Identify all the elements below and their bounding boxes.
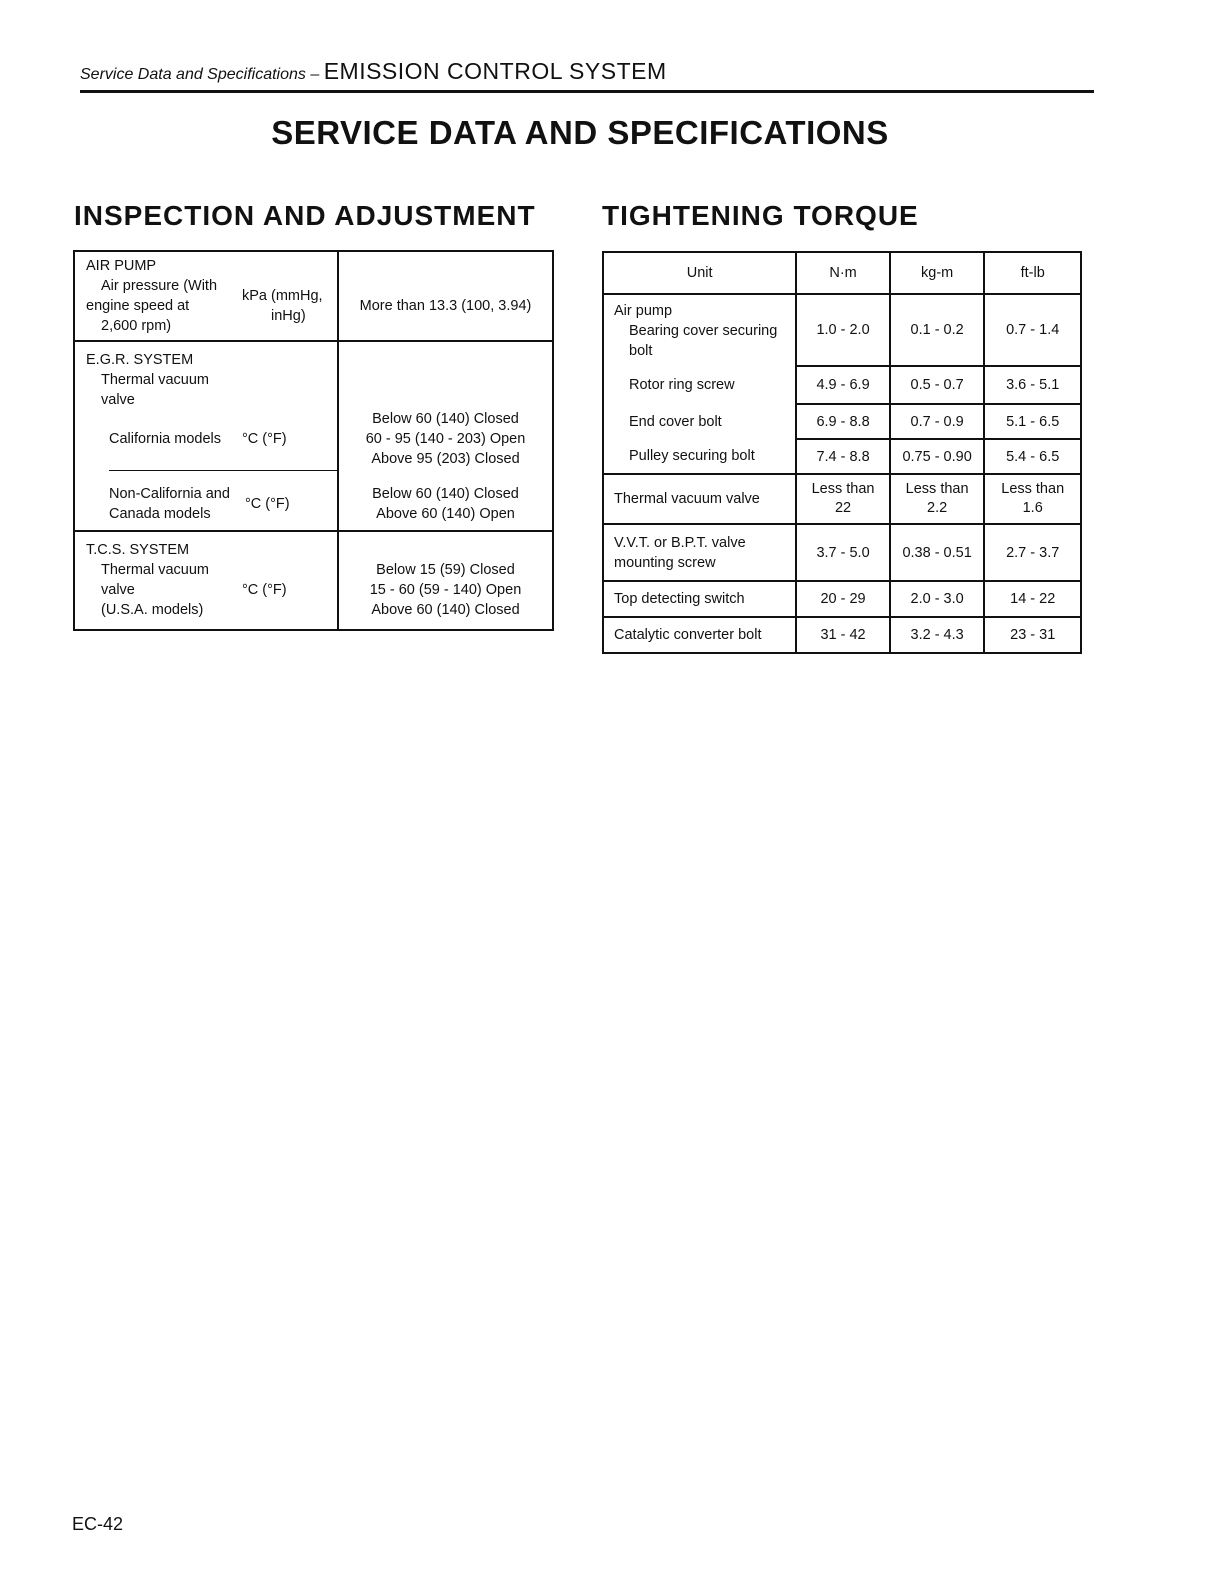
air-pump-label-3: 2,600 rpm) — [101, 318, 172, 334]
egr-noncal-value-1: Below 60 (140) Closed — [372, 486, 519, 502]
cell-kgm-line: 2.2 — [927, 500, 948, 516]
cell-nm-line: Less than — [811, 481, 875, 497]
cell-nm: 4.9 - 6.9 — [796, 366, 890, 404]
egr-california-value-2: 60 - 95 (140 - 203) Open — [365, 431, 526, 447]
air-pump-value: More than 13.3 (100, 3.94) — [359, 298, 532, 314]
header-ftlb: ft-lb — [984, 252, 1081, 294]
row-label: bolt — [629, 342, 653, 359]
air-pump-unit-1: kPa (mmHg, — [242, 288, 323, 304]
cell-nm: 6.9 - 8.8 — [796, 404, 890, 439]
egr-california-unit: °C (°F) — [242, 431, 287, 447]
tcs-heading: T.C.S. SYSTEM — [86, 542, 190, 558]
row-label: Bearing cover securing — [629, 322, 778, 339]
header-kgm: kg-m — [890, 252, 985, 294]
tcs-value-2: 15 - 60 (59 - 140) Open — [369, 582, 522, 598]
cell-ftlb: 14 - 22 — [984, 581, 1081, 617]
table-row — [603, 439, 1081, 474]
table-row — [603, 524, 1081, 581]
tcs-value-1: Below 15 (59) Closed — [376, 562, 515, 578]
page-header — [80, 58, 1094, 93]
egr-noncal-value-2: Above 60 (140) Open — [376, 506, 515, 522]
cell-ftlb-line: 1.6 — [1022, 500, 1043, 516]
air-pump-heading: AIR PUMP — [86, 258, 157, 274]
cell-ftlb: 5.1 - 6.5 — [984, 404, 1081, 439]
air-pump-unit-2: inHg) — [271, 308, 306, 324]
cell-nm: 3.7 - 5.0 — [796, 524, 890, 581]
row-label: Rotor ring screw — [629, 377, 735, 393]
cell-ftlb: 3.6 - 5.1 — [984, 366, 1081, 404]
row-label: V.V.T. or B.P.T. valve — [614, 534, 746, 551]
table-row — [603, 294, 1081, 366]
table-row — [603, 474, 1081, 524]
cell-ftlb: 2.7 - 3.7 — [984, 524, 1081, 581]
cell-kgm: 3.2 - 4.3 — [890, 617, 985, 653]
cell-nm: 20 - 29 — [796, 581, 890, 617]
tcs-label-3: (U.S.A. models) — [101, 602, 204, 618]
cell-ftlb-line: Less than — [1001, 481, 1065, 497]
egr-california-value-1: Below 60 (140) Closed — [372, 411, 519, 427]
row-label: Catalytic converter bolt — [603, 617, 796, 653]
header-section: Service Data and Specifications – — [80, 66, 320, 83]
tcs-value-3: Above 60 (140) Closed — [371, 602, 520, 618]
table-header-row — [603, 252, 1081, 294]
air-pump-group-label: Air pump — [614, 302, 673, 319]
cell-nm: 7.4 - 8.8 — [796, 439, 890, 474]
cell-nm-line: 22 — [834, 500, 852, 516]
tcs-label-2: valve — [101, 582, 135, 598]
cell-nm: 31 - 42 — [796, 617, 890, 653]
air-pump-label-2: engine speed at — [86, 298, 190, 314]
tcs-unit: °C (°F) — [242, 582, 287, 598]
table-row — [603, 366, 1081, 404]
egr-noncal-label-2: Canada models — [109, 506, 211, 522]
egr-heading: E.G.R. SYSTEM — [86, 352, 194, 368]
header-unit: Unit — [603, 252, 796, 294]
egr-noncal-label-1: Non-California and — [109, 486, 230, 502]
tcs-label-1: Thermal vacuum — [101, 562, 209, 578]
cell-kgm: 0.5 - 0.7 — [890, 366, 985, 404]
page-title: SERVICE DATA AND SPECIFICATIONS — [271, 114, 889, 151]
air-pump-label-1: Air pressure (With — [101, 278, 218, 294]
row-label: Thermal vacuum valve — [603, 474, 796, 524]
table-row — [603, 581, 1081, 617]
row-label: End cover bolt — [629, 413, 722, 430]
cell-ftlb: 23 - 31 — [984, 617, 1081, 653]
header-nm: N·m — [796, 252, 890, 294]
egr-label-1: Thermal vacuum — [101, 372, 209, 388]
inspection-title: INSPECTION AND ADJUSTMENT — [74, 200, 536, 231]
cell-kgm: 0.7 - 0.9 — [890, 404, 985, 439]
torque-title: TIGHTENING TORQUE — [602, 200, 919, 231]
cell-kgm-line: Less than — [905, 481, 969, 497]
row-label: Top detecting switch — [603, 581, 796, 617]
cell-ftlb: 0.7 - 1.4 — [984, 294, 1081, 366]
cell-kgm: 0.38 - 0.51 — [890, 524, 985, 581]
page-number: EC-42 — [72, 1514, 124, 1534]
cell-kgm: 0.1 - 0.2 — [890, 294, 985, 366]
table-row — [603, 404, 1081, 439]
egr-california-value-3: Above 95 (203) Closed — [371, 451, 520, 467]
row-label: Pulley securing bolt — [629, 448, 755, 464]
cell-kgm: 2.0 - 3.0 — [890, 581, 985, 617]
header-system: EMISSION CONTROL SYSTEM — [323, 58, 667, 84]
cell-nm: 1.0 - 2.0 — [796, 294, 890, 366]
cell-kgm: 0.75 - 0.90 — [890, 439, 985, 474]
torque-table — [602, 251, 1082, 654]
egr-california-label: California models — [109, 431, 222, 447]
table-row — [603, 617, 1081, 653]
egr-noncal-unit: °C (°F) — [245, 496, 290, 512]
inspection-table — [73, 250, 554, 631]
cell-ftlb: 5.4 - 6.5 — [984, 439, 1081, 474]
egr-label-2: valve — [101, 392, 135, 408]
row-label: mounting screw — [614, 554, 716, 571]
